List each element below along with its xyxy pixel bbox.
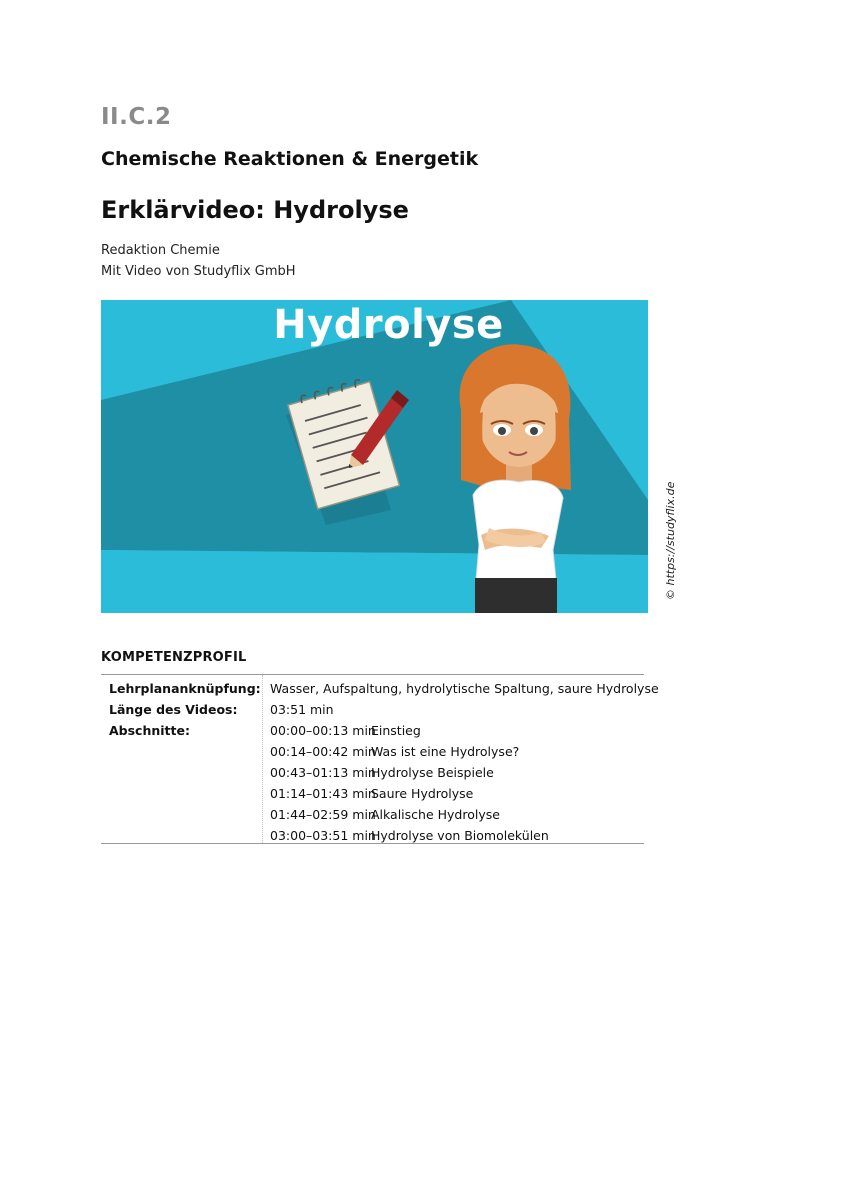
- video-illustration: [101, 300, 648, 613]
- section-time: 01:14–01:43 min: [270, 786, 376, 801]
- profile-heading: KOMPETENZPROFIL: [101, 650, 247, 665]
- row-value: Wasser, Aufspaltung, hydrolytische Spaltung, saure Hydrolyse: [270, 681, 659, 696]
- video-thumbnail[interactable]: [101, 300, 648, 613]
- document-title: Erklärvideo: Hydrolyse: [101, 196, 409, 224]
- section-title: Chemische Reaktionen & Energetik: [101, 148, 479, 170]
- video-credit: Mit Video von Studyflix GmbH: [101, 264, 296, 279]
- table-row-section: [101, 723, 644, 744]
- section-time: 00:14–00:42 min: [270, 744, 376, 759]
- editor-credit: Redaktion Chemie: [101, 243, 220, 258]
- section-title: Einstieg: [371, 723, 421, 738]
- row-label: Länge des Videos:: [109, 702, 238, 717]
- section-title: Alkalische Hydrolyse: [371, 807, 500, 822]
- section-code: II.C.2: [101, 104, 172, 130]
- table-row-curriculum: [101, 681, 659, 702]
- table-row-section: [101, 807, 644, 828]
- table-row-section: [101, 744, 644, 765]
- row-label: Lehrplananknüpfung:: [109, 681, 261, 696]
- table-row-section: [101, 786, 644, 807]
- video-title: Hydrolyse: [273, 302, 504, 348]
- section-time: 01:44–02:59 min: [270, 807, 376, 822]
- table-row-section: [101, 828, 644, 849]
- section-title: Hydrolyse von Biomolekülen: [371, 828, 549, 843]
- section-title: Saure Hydrolyse: [371, 786, 474, 801]
- presenter-character: [460, 344, 571, 613]
- section-title: Was ist eine Hydrolyse?: [371, 744, 520, 759]
- row-value: 03:51 min: [270, 702, 334, 717]
- row-label: Abschnitte:: [109, 723, 190, 738]
- section-title: Hydrolyse Beispiele: [371, 765, 494, 780]
- table-top-rule: [101, 674, 644, 675]
- section-time: 03:00–03:51 min: [270, 828, 376, 843]
- table-bottom-rule: [101, 843, 644, 844]
- table-row-section: [101, 765, 644, 786]
- table-row-length: [101, 702, 644, 723]
- section-time: 00:00–00:13 min: [270, 723, 376, 738]
- section-time: 00:43–01:13 min: [270, 765, 376, 780]
- image-copyright: © https://studyflix.de: [664, 481, 677, 600]
